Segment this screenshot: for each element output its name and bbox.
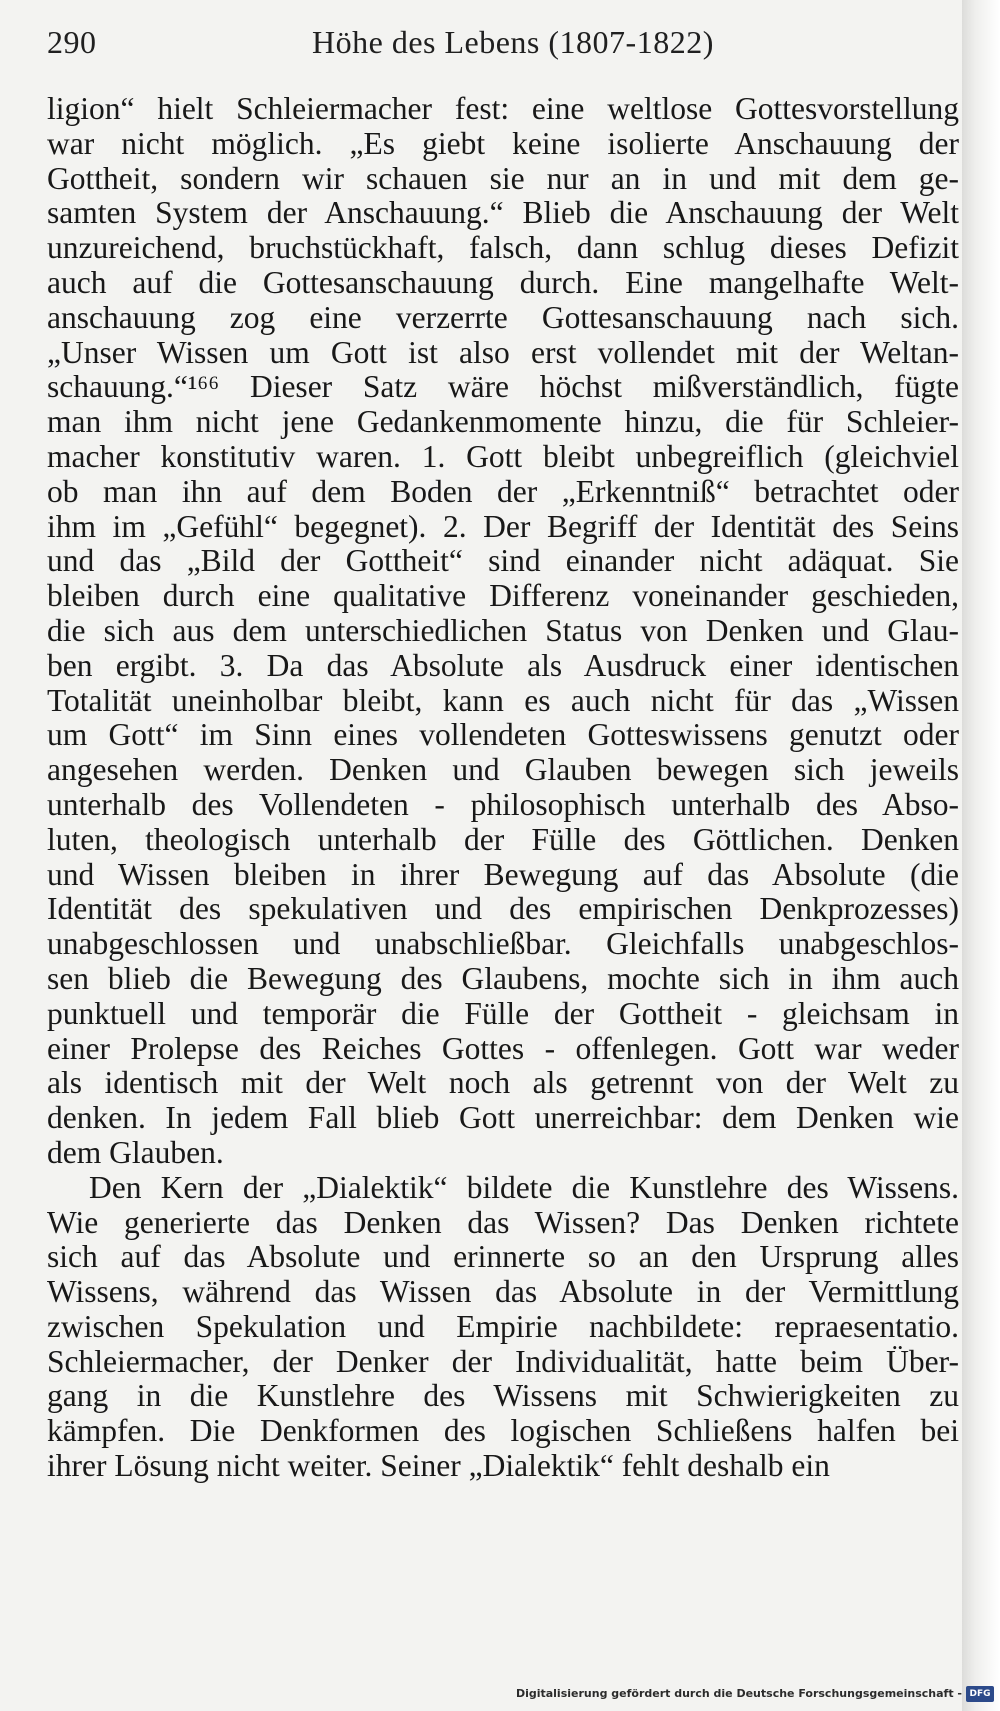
running-head: Höhe des Lebens (1807-1822) [312, 24, 714, 60]
text-line: macher konstitutiv waren. 1. Gott bleibt unbegreiflich (gleichviel [47, 439, 959, 474]
text-line: einer Prolepse des Reiches Gottes - offenlegen. Gott war weder [47, 1031, 959, 1066]
text-line: und das „Bild der Gottheit“ sind einander nicht adäquat. Sie [47, 544, 959, 579]
text-line: unterhalb des Vollendeten - philosophisch unterhalb des Abso- [47, 787, 959, 822]
page-header [47, 24, 959, 70]
footer-credit: Digitalisierung gefördert durch die Deutsche Forschungsgemeinschaft - [515, 1687, 962, 1700]
text-line: ihm im „Gefühl“ begegnet). 2. Der Begriff der Identität des Seins [47, 509, 959, 544]
page-edge-shadow [962, 0, 1000, 1711]
text-line: ben ergibt. 3. Da das Absolute als Ausdruck einer identischen [47, 648, 959, 683]
page-number: 290 [47, 24, 97, 60]
text-line: sen blieb die Bewegung des Glaubens, mochte sich in ihm auch [47, 961, 959, 996]
text-line: punktuell und temporär die Fülle der Gottheit - gleichsam in [47, 996, 959, 1031]
text-line: unzureichend, bruchstückhaft, falsch, dann schlug dieses Defizit [47, 231, 959, 266]
text-line: denken. In jedem Fall blieb Gott unerreichbar: dem Denken wie [47, 1101, 959, 1136]
text-line: Wissens, während das Wissen das Absolute in der Vermittlung [47, 1275, 959, 1310]
text-line: sich auf das Absolute und erinnerte so an den Ursprung alles [47, 1240, 959, 1275]
text-line: man ihm nicht jene Gedankenmomente hinzu, die für Schleier- [47, 405, 959, 440]
text-line: auch auf die Gottesanschauung durch. Eine mangelhafte Welt- [47, 265, 959, 300]
text-line: Totalität uneinholbar bleibt, kann es auch nicht für das „Wissen [47, 683, 959, 718]
text-line: schauung.“¹⁶⁶ Dieser Satz wäre höchst mißverständlich, fügte [47, 370, 959, 405]
text-line: die sich aus dem unterschiedlichen Status von Denken und Glau- [47, 613, 959, 648]
text-line: ob man ihn auf dem Boden der „Erkenntniß“ betrachtet oder [47, 474, 959, 509]
text-line: angesehen werden. Denken und Glauben bewegen sich jeweils [47, 753, 959, 788]
text-line: Den Kern der „Dialektik“ bildete die Kunstlehre des Wissens. [89, 1170, 959, 1205]
text-line: gang in die Kunstlehre des Wissens mit Schwierigkeiten zu [47, 1379, 959, 1414]
text-line: Identität des spekulativen und des empirischen Denkprozesses) [47, 892, 959, 927]
text-line: dem Glauben. [47, 1135, 224, 1170]
text-line: und Wissen bleiben in ihrer Bewegung auf das Absolute (die [47, 857, 959, 892]
text-line: bleiben durch eine qualitative Differenz voneinander geschieden, [47, 579, 959, 614]
text-line: samten System der Anschauung.“ Blieb die Anschauung der Welt [47, 196, 959, 231]
dfg-logo: DFG [966, 1686, 994, 1702]
text-line: als identisch mit der Welt noch als getrennt von der Welt zu [47, 1066, 959, 1101]
text-line: ligion“ hielt Schleiermacher fest: eine weltlose Gottesvorstellung [47, 92, 959, 126]
text-line: luten, theologisch unterhalb der Fülle des Göttlichen. Denken [47, 822, 959, 857]
text-line: zwischen Spekulation und Empirie nachbildete: repraesentatio. [47, 1309, 959, 1344]
digitization-footer [0, 1684, 1000, 1708]
text-line: kämpfen. Die Denkformen des logischen Schließens halfen bei [47, 1414, 959, 1449]
text-line: Gottheit, sondern wir schauen sie nur an in und mit dem ge- [47, 161, 959, 196]
text-line: „Unser Wissen um Gott ist also erst vollendet mit der Weltan- [47, 335, 959, 370]
text-line: war nicht möglich. „Es giebt keine isolierte Anschauung der [47, 126, 959, 161]
text-line: ihrer Lösung nicht weiter. Seiner „Dialektik“ fehlt deshalb ein [47, 1449, 830, 1484]
text-line: anschauung zog eine verzerrte Gottesanschauung nach sich. [47, 300, 959, 335]
text-line: unabgeschlossen und unabschließbar. Gleichfalls unabgeschlos- [47, 927, 959, 962]
text-line: um Gott“ im Sinn eines vollendeten Gotteswissens genutzt oder [47, 718, 959, 753]
body-text [47, 92, 959, 1484]
text-line: Wie generierte das Denken das Wissen? Das Denken richtete [47, 1205, 959, 1240]
text-line: Schleiermacher, der Denker der Individualität, hatte beim Über- [47, 1344, 959, 1379]
